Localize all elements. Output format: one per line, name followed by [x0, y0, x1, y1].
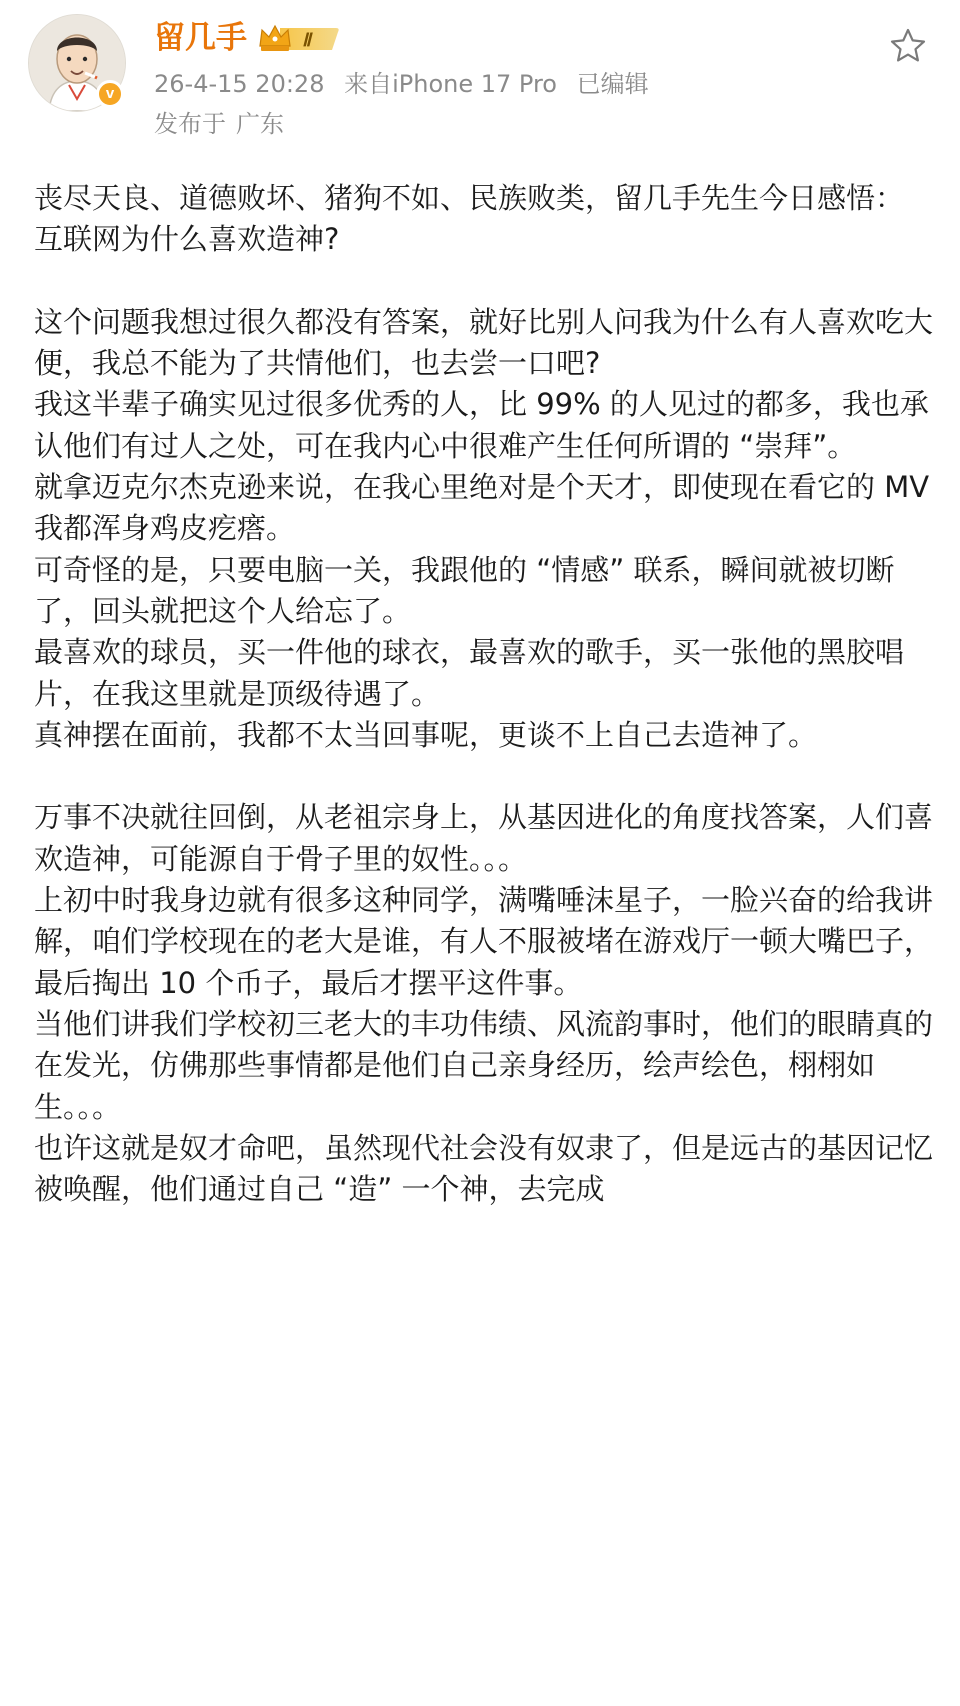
post-paragraph: 丧尽天良、道德败坏、猪狗不如、民族败类，留几手先生今日感悟： [34, 181, 905, 215]
post-paragraph-blank [34, 261, 934, 302]
post-paragraph: 这个问题我想过很久都没有答案，就好比别人问我为什么有人喜欢吃大便，我总不能为了共情他们，也去尝一口吧? [34, 304, 934, 381]
verified-badge: v [96, 80, 124, 108]
post-timestamp: 26-4-15 20:28 [154, 70, 325, 98]
post-paragraph: 我这半辈子确实见过很多优秀的人，比 99% 的人见过的都多，我也承认他们有过人之处，可在我内心中很难产生任何所谓的 “崇拜”。 [34, 387, 929, 463]
post-meta [154, 68, 661, 100]
post-source: 来自iPhone 17 Pro [344, 70, 557, 98]
favorite-button[interactable] [888, 26, 928, 66]
post-paragraph: 最喜欢的球员，买一件他的球衣，最喜欢的歌手，买一张他的黑胶唱片，在我这里就是顶级待遇了。 [34, 635, 905, 711]
post-paragraph: 也许这就是奴才命吧，虽然现代社会没有奴隶了，但是远古的基因记忆被唤醒，他们通过自己 “造” 一个神，去完成 [34, 1130, 934, 1207]
location-place: 广东 [236, 110, 284, 138]
post-body [34, 178, 934, 1210]
post-location [154, 108, 284, 140]
post-paragraph: 可奇怪的是，只要电脑一关，我跟他的 “情感” 联系，瞬间就被切断了，回头就把这个人给忘了。 [34, 552, 895, 628]
level-badge-label: Ⅱ [302, 30, 311, 50]
level-badge [258, 22, 342, 54]
post-paragraph: 就拿迈克尔杰克逊来说，在我心里绝对是个天才，即使现在看它的 MV 我都浑身鸡皮疙瘩。 [34, 470, 930, 546]
post-paragraph: 互联网为什么喜欢造神? [34, 222, 340, 257]
post-paragraph: 当他们讲我们学校初三老大的丰功伟绩、风流韵事时，他们的眼睛真的在发光，仿佛那些事情都是他们自己亲身经历，绘声绘色，栩栩如生。。。 [34, 1006, 934, 1124]
post-paragraph: 真神摆在面前，我都不太当回事呢，更谈不上自己去造神了。 [34, 717, 818, 752]
post-paragraph: 上初中时我身边就有很多这种同学，满嘴唾沫星子，一脸兴奋的给我讲解，咱们学校现在的老大是谁，有人不服被堵在游戏厅一顿大嘴巴子，最后掏出 10 个币子，最后才摆平这件事。 [34, 883, 934, 1000]
post-header [0, 0, 960, 160]
star-outline-icon [888, 26, 928, 66]
location-prefix: 发布于 [154, 110, 226, 138]
post-paragraph-blank [34, 756, 934, 797]
post-paragraph: 万事不决就往回倒，从老祖宗身上，从基因进化的角度找答案，人们喜欢造神，可能源自于骨子里的奴性。。。 [34, 800, 934, 876]
author-name[interactable]: 留几手 [154, 20, 247, 56]
post-edited-label[interactable]: 已编辑 [576, 70, 649, 98]
